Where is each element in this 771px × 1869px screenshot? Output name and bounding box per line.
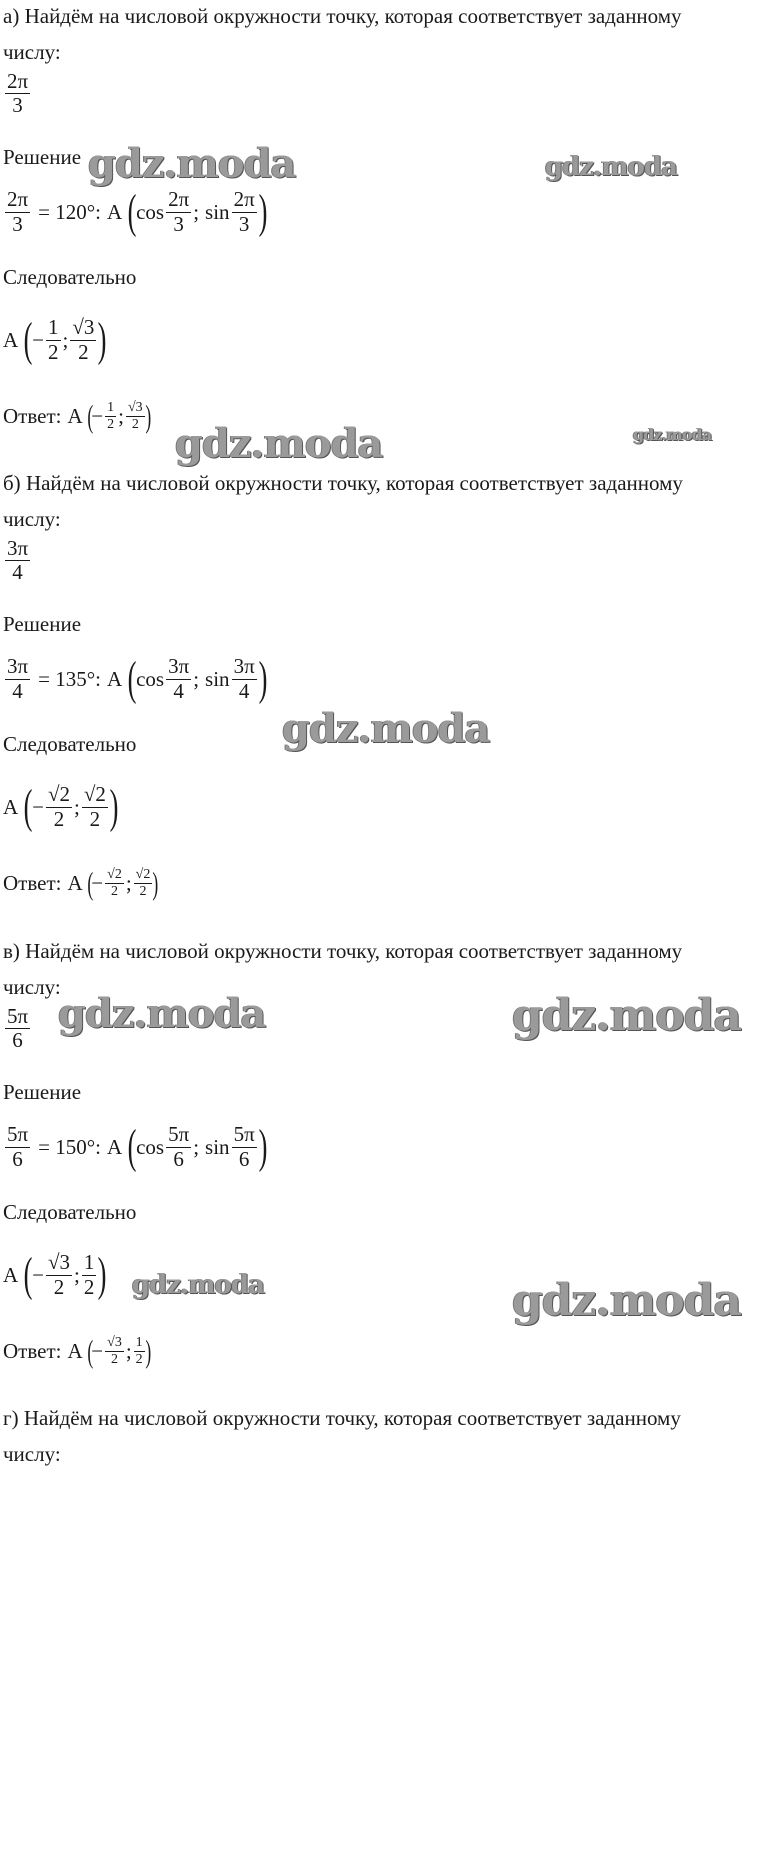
separator: ;	[74, 1262, 80, 1287]
denominator: 3	[12, 93, 23, 118]
problem-section	[0, 467, 771, 934]
statement-continuation: числу:	[3, 507, 61, 531]
x-coordinate	[46, 316, 61, 363]
degree-value: = 120°:	[38, 199, 101, 224]
denominator: 6	[12, 1028, 23, 1053]
denominator: 2	[107, 416, 115, 432]
minus-sign: −	[91, 1338, 104, 1363]
denominator: 4	[173, 678, 184, 703]
solution-label: Решение	[3, 145, 82, 169]
problem-statement	[3, 939, 682, 964]
item-label: в)	[3, 939, 20, 963]
numerator: 5π	[7, 1004, 29, 1028]
right-paren: )	[258, 1120, 268, 1173]
answer-label: Ответ:	[3, 403, 62, 428]
sin-function: sin	[205, 1134, 230, 1159]
cos-function: cos	[136, 199, 165, 224]
fraction	[232, 655, 257, 702]
numerator: √3	[127, 400, 143, 416]
x-coordinate	[46, 783, 72, 830]
numerator: 2π	[168, 187, 190, 212]
right-paren: )	[145, 1333, 151, 1369]
watermark-logo: gdz.moda	[512, 990, 742, 1041]
y-coordinate	[134, 1335, 145, 1367]
degree-value: = 150°:	[38, 1134, 101, 1159]
right-paren: )	[145, 398, 151, 434]
x-coordinate	[105, 1335, 124, 1367]
numerator: √3	[107, 1335, 122, 1351]
left-paren: (	[23, 1248, 33, 1301]
denominator: 6	[238, 1146, 250, 1171]
therefore-label: Следовательно	[3, 1200, 137, 1224]
denominator: 2	[110, 1351, 118, 1367]
separator: ;	[125, 1338, 132, 1363]
point-coordinates	[3, 313, 107, 366]
denominator: 3	[238, 211, 250, 236]
y-coordinate	[82, 1251, 97, 1298]
statement-continuation: числу:	[3, 40, 61, 64]
minus-sign: −	[91, 403, 104, 428]
denominator: 4	[12, 560, 23, 585]
right-paren: )	[109, 780, 119, 833]
left-paren: (	[87, 1333, 93, 1369]
point-coordinates	[67, 400, 149, 432]
left-paren: (	[23, 313, 33, 366]
watermark-logo: gdz.moda	[282, 705, 490, 752]
left-paren: (	[127, 1120, 137, 1173]
result-point	[3, 780, 119, 833]
fraction	[5, 1123, 30, 1170]
answer-label: Ответ:	[3, 1338, 62, 1363]
x-coordinate	[105, 400, 116, 432]
degree-value: = 135°:	[38, 666, 101, 691]
problem-statement	[3, 471, 683, 496]
watermark-logo: gdz.moda	[88, 140, 296, 187]
minus-sign: −	[91, 870, 104, 895]
watermark-logo: gdz.moda	[512, 1275, 742, 1326]
given-fraction	[5, 70, 30, 117]
numerator: √3	[48, 1250, 71, 1275]
statement-continuation: числу:	[3, 1442, 61, 1466]
statement-text: Найдём на числовой окружности точку, которая соответствует заданному	[25, 939, 683, 963]
therefore-label: Следовательно	[3, 265, 137, 289]
numerator: 2π	[7, 69, 29, 93]
watermark-logo: gdz.moda	[545, 152, 678, 182]
denominator: 2	[89, 806, 101, 831]
denominator: 2	[83, 1274, 95, 1299]
numerator: 1	[48, 315, 59, 340]
degree-equation	[3, 652, 268, 705]
separator: ;	[193, 666, 200, 691]
right-paren: )	[97, 313, 107, 366]
left-paren: (	[23, 780, 33, 833]
point-coordinates	[67, 867, 157, 899]
watermark-logo: gdz.moda	[132, 1270, 265, 1300]
denominator: 2	[135, 1351, 143, 1367]
point-name: A	[3, 1262, 19, 1287]
item-label: а)	[3, 4, 20, 28]
statement-continuation: числу:	[3, 975, 61, 999]
degree-equation	[3, 185, 268, 238]
denominator: 2	[139, 883, 147, 899]
numerator: 3π	[233, 654, 255, 679]
point-coordinates	[67, 1335, 149, 1367]
numerator: 3π	[7, 654, 29, 679]
y-coordinate	[134, 867, 153, 899]
denominator: 2	[78, 339, 89, 364]
fraction	[166, 655, 191, 702]
y-coordinate	[126, 400, 145, 432]
sin-function: sin	[205, 199, 230, 224]
solution-label: Решение	[3, 1080, 82, 1104]
numerator: 1	[107, 400, 115, 416]
numerator: √3	[72, 315, 95, 340]
x-coordinate	[105, 867, 124, 899]
right-paren: )	[258, 185, 268, 238]
point-name: A	[106, 666, 123, 691]
right-paren: )	[97, 1248, 107, 1301]
separator: ;	[193, 1134, 200, 1159]
denominator: 3	[173, 211, 184, 236]
numerator: 1	[83, 1250, 95, 1275]
therefore-label: Следовательно	[3, 732, 137, 756]
item-label: б)	[3, 471, 21, 495]
watermark-logo: gdz.moda	[58, 990, 266, 1037]
denominator: 3	[12, 211, 23, 236]
denominator: 2	[53, 806, 65, 831]
fraction	[5, 188, 30, 235]
numerator: 2π	[7, 187, 29, 212]
right-paren: )	[258, 652, 268, 705]
denominator: 2	[53, 1274, 65, 1299]
given-fraction	[5, 1005, 30, 1052]
denominator: 2	[110, 883, 118, 899]
right-paren: )	[152, 865, 159, 901]
item-label: г)	[3, 1406, 19, 1430]
point-name: A	[67, 403, 83, 428]
denominator: 2	[131, 416, 139, 432]
minus-sign: −	[32, 327, 44, 352]
point-name: A	[67, 1338, 83, 1363]
numerator: 5π	[233, 1122, 255, 1147]
fraction	[232, 188, 257, 235]
answer	[3, 867, 157, 899]
statement-text: Найдём на числовой окружности точку, которая соответствует заданному	[24, 4, 682, 28]
numerator: √2	[135, 867, 151, 883]
denominator: 6	[12, 1146, 23, 1171]
separator: ;	[125, 870, 132, 895]
answer	[3, 400, 149, 432]
result-point	[3, 313, 107, 366]
problem-statement	[3, 4, 682, 29]
cos-function: cos	[136, 666, 165, 691]
sin-function: sin	[205, 666, 230, 691]
given-number	[3, 70, 32, 117]
statement-text: Найдём на числовой окружности точку, которая соответствует заданному	[23, 1406, 681, 1430]
left-paren: (	[87, 865, 93, 901]
separator: ;	[118, 403, 124, 428]
fraction	[232, 1123, 257, 1170]
given-number	[3, 537, 32, 584]
minus-sign: −	[32, 1262, 44, 1287]
numerator: 5π	[168, 1122, 190, 1147]
answer	[3, 1335, 149, 1367]
numerator: 5π	[7, 1122, 29, 1147]
y-coordinate	[82, 783, 108, 830]
point-name: A	[106, 199, 123, 224]
point-name: A	[67, 870, 83, 895]
numerator: 3π	[7, 536, 29, 560]
given-number	[3, 1005, 32, 1052]
fraction	[166, 1123, 191, 1170]
denominator: 4	[12, 678, 23, 703]
point-coordinates	[3, 1248, 107, 1301]
point-name: A	[3, 327, 19, 352]
x-coordinate	[46, 1251, 72, 1298]
watermark-logo: gdz.moda	[175, 420, 383, 467]
fraction	[166, 188, 191, 235]
point-name: A	[106, 1134, 123, 1159]
solution-label: Решение	[3, 612, 82, 636]
fraction	[5, 655, 30, 702]
numerator: √2	[48, 782, 71, 807]
denominator: 6	[173, 1146, 184, 1171]
problem-section	[0, 0, 771, 467]
left-paren: (	[127, 185, 137, 238]
point-coordinates	[3, 780, 119, 833]
numerator: √2	[107, 867, 122, 883]
minus-sign: −	[32, 794, 44, 819]
separator: ;	[193, 199, 200, 224]
denominator: 2	[48, 339, 59, 364]
numerator: 3π	[168, 654, 190, 679]
point-name: A	[3, 794, 19, 819]
result-point	[3, 1248, 107, 1301]
separator: ;	[74, 794, 80, 819]
left-paren: (	[127, 652, 137, 705]
problem-statement	[3, 1406, 681, 1431]
degree-equation	[3, 1120, 268, 1173]
statement-text: Найдём на числовой окружности точку, которая соответствует заданному	[25, 471, 683, 495]
watermark-logo: gdz.moda	[633, 425, 712, 444]
numerator: √2	[83, 782, 106, 807]
problem-section	[0, 1402, 771, 1869]
given-fraction	[5, 537, 30, 584]
left-paren: (	[87, 398, 93, 434]
numerator: 2π	[233, 187, 255, 212]
denominator: 4	[238, 678, 250, 703]
y-coordinate	[70, 316, 96, 363]
cos-function: cos	[136, 1134, 165, 1159]
separator: ;	[62, 327, 69, 352]
numerator: 1	[135, 1335, 143, 1351]
answer-label: Ответ:	[3, 870, 62, 895]
